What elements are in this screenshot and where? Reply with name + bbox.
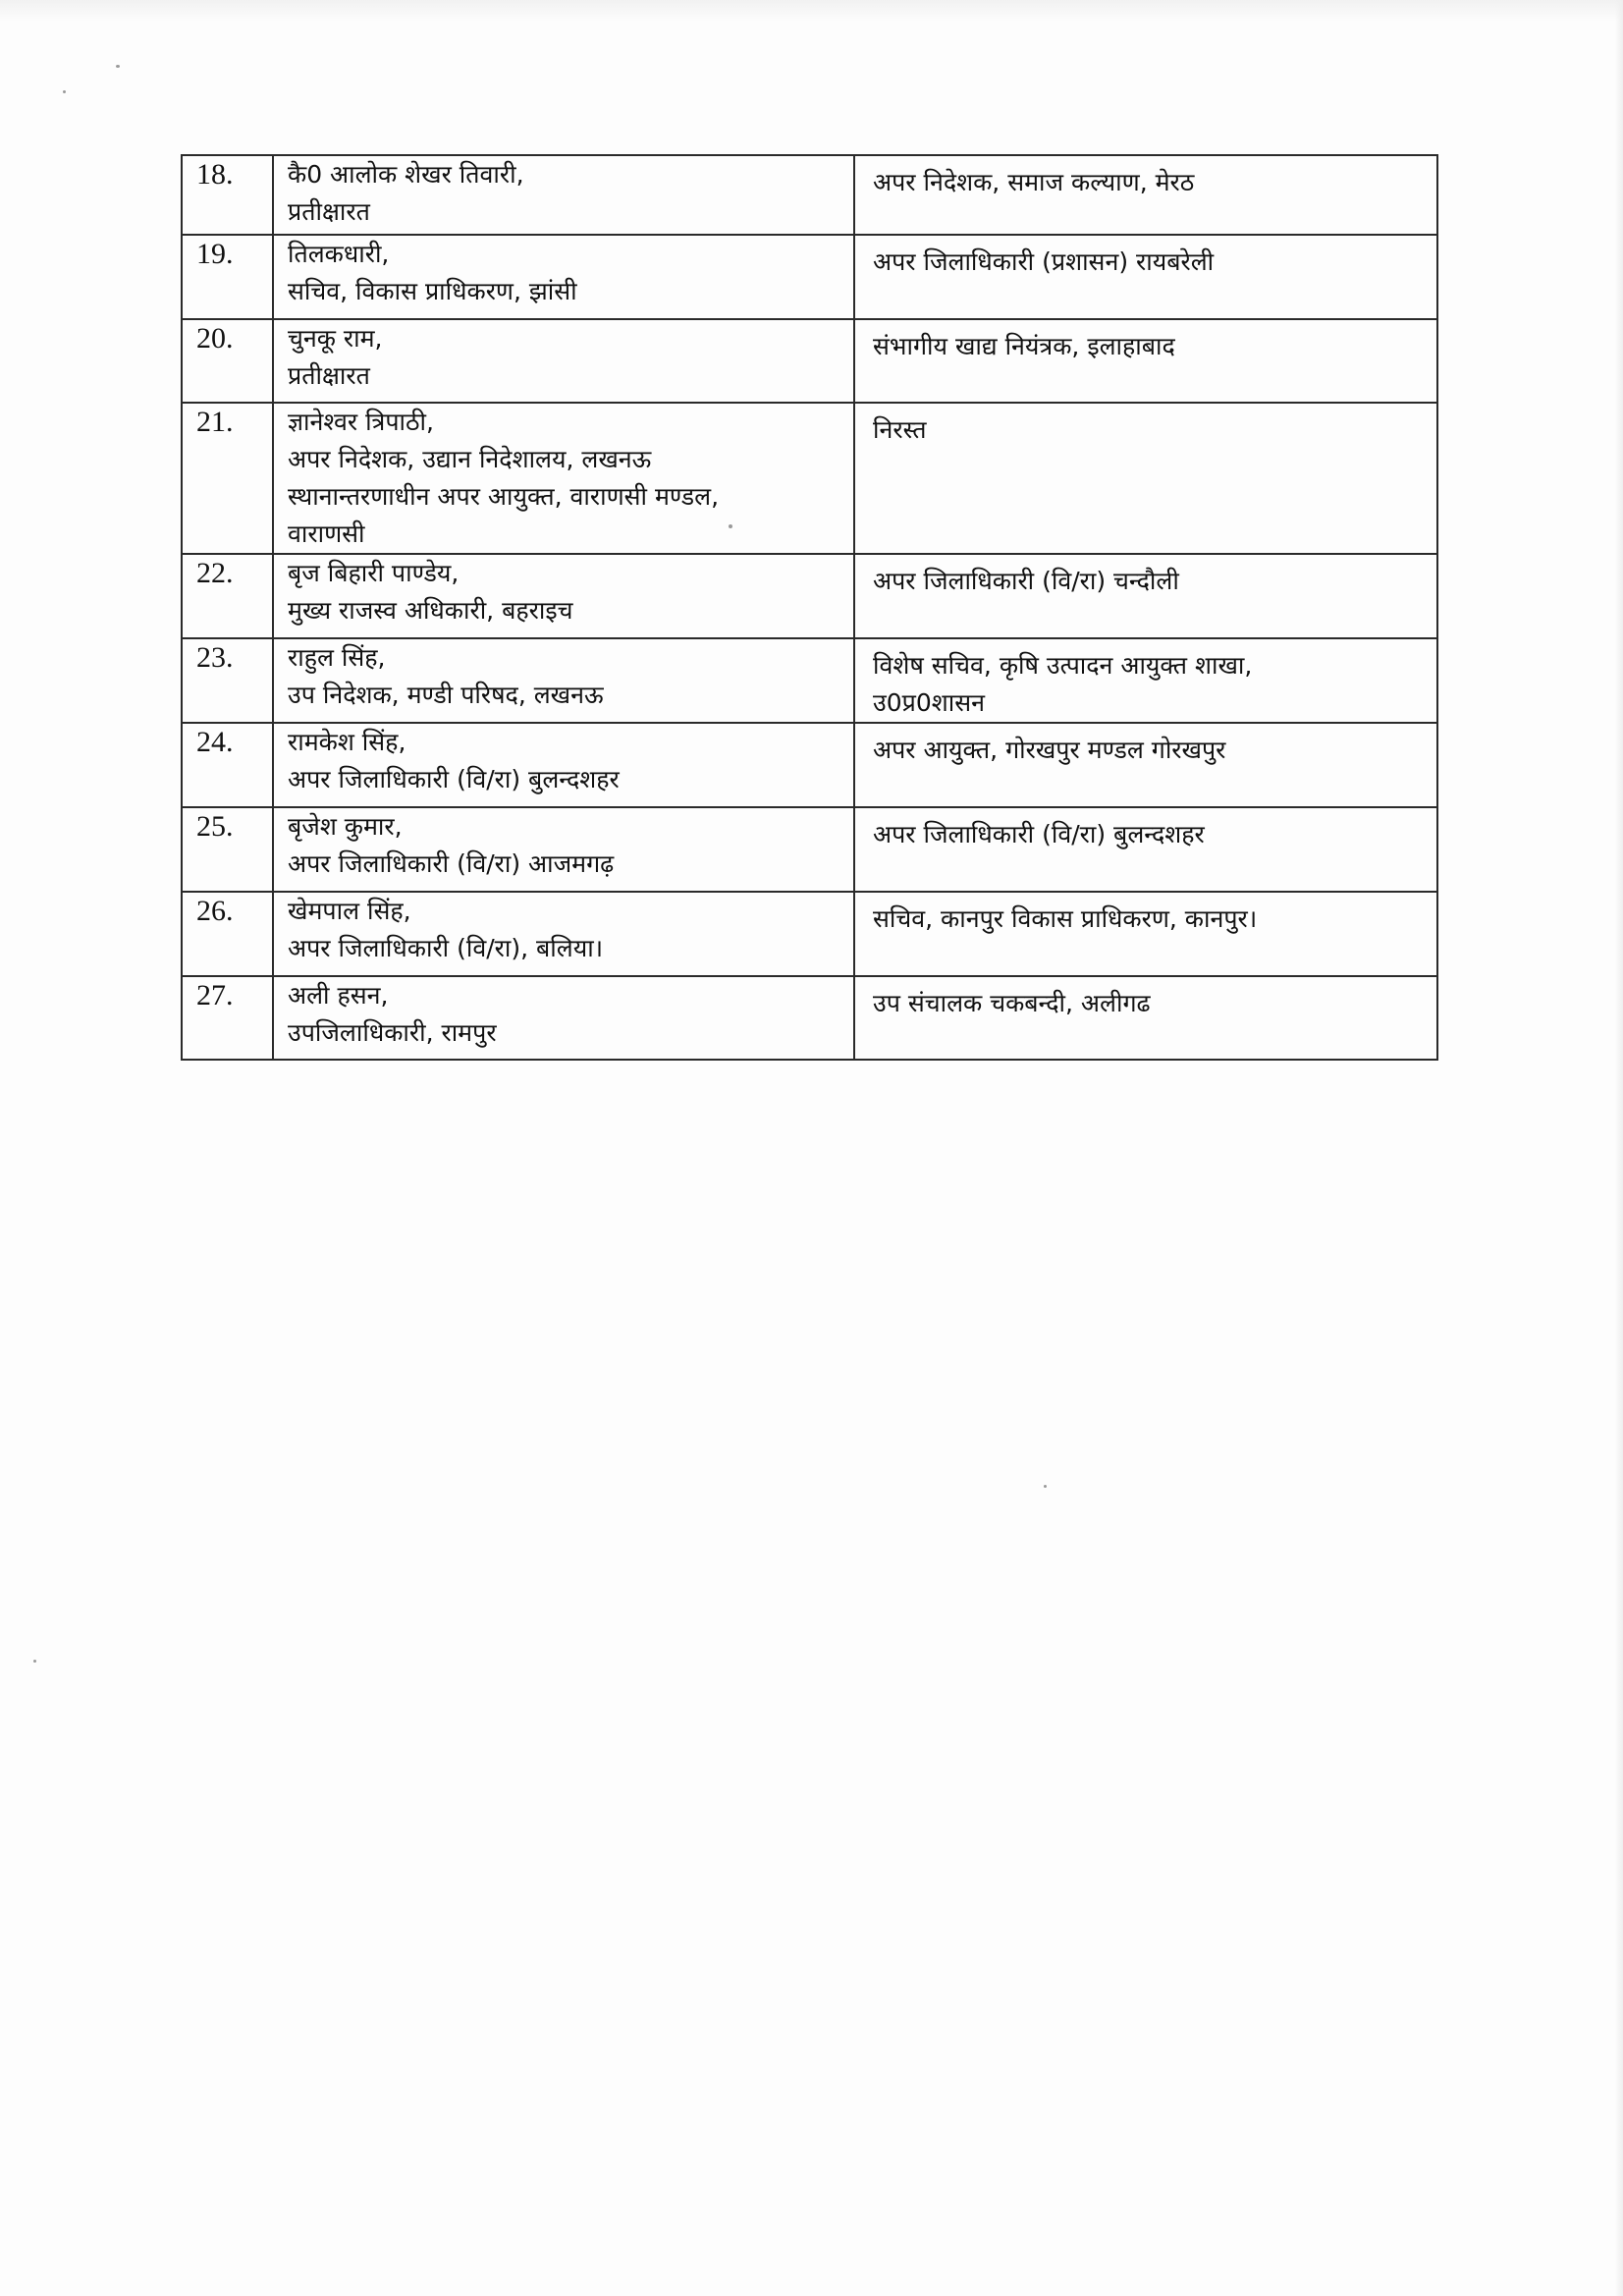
new-posting: [854, 403, 1437, 554]
posting-line: अपर जिलाधिकारी (प्रशासन) रायबरेली: [873, 247, 1215, 276]
officer-line: अपर जिलाधिकारी (वि/रा), बलिया।: [288, 934, 604, 962]
table-row: [182, 807, 1437, 892]
serial-number: 26.: [182, 892, 273, 976]
posting-line: संभागीय खाद्य नियंत्रक, इलाहाबाद: [873, 332, 1175, 360]
posting-line: निरस्त: [873, 415, 927, 444]
new-posting: [854, 319, 1437, 403]
new-posting: [854, 723, 1437, 807]
officer-line: उप निदेशक, मण्डी परिषद, लखनऊ: [288, 681, 604, 709]
table-row: [182, 403, 1437, 554]
officer-current-post: [273, 403, 854, 554]
scan-speck: [1044, 1485, 1047, 1488]
serial-number: 18.: [182, 155, 273, 235]
new-posting: [854, 554, 1437, 638]
serial-number: 20.: [182, 319, 273, 403]
new-posting: [854, 638, 1437, 723]
posting-line: उ0प्र0शासन: [873, 688, 985, 717]
scan-shadow-top: [0, 0, 1623, 22]
officer-line: प्रतीक्षारत: [288, 197, 370, 226]
table-row: [182, 892, 1437, 976]
officer-line: तिलकधारी,: [288, 240, 390, 268]
posting-line: उप संचालक चकबन्दी, अलीगढ: [873, 989, 1151, 1017]
posting-line: अपर आयुक्त, गोरखपुर मण्डल गोरखपुर: [873, 736, 1226, 764]
posting-line: अपर जिलाधिकारी (वि/रा) बुलन्दशहर: [873, 820, 1205, 848]
serial-number: 23.: [182, 638, 273, 723]
officer-line: प्रतीक्षारत: [288, 361, 370, 390]
officer-current-post: [273, 976, 854, 1060]
officer-line: बृज बिहारी पाण्डेय,: [288, 559, 460, 587]
officer-line: स्थानान्तरणाधीन अपर आयुक्त, वाराणसी मण्डल,: [288, 482, 720, 511]
table-row: [182, 155, 1437, 235]
officer-current-post: [273, 155, 854, 235]
serial-number: 22.: [182, 554, 273, 638]
scan-speck: [116, 65, 120, 68]
table-row: [182, 723, 1437, 807]
table-row: [182, 554, 1437, 638]
officer-line: रामकेश सिंह,: [288, 728, 406, 756]
posting-line: अपर जिलाधिकारी (वि/रा) चन्दौली: [873, 567, 1179, 595]
table-row: [182, 638, 1437, 723]
transfer-list-table: [181, 154, 1438, 1061]
officer-current-post: [273, 723, 854, 807]
posting-line: सचिव, कानपुर विकास प्राधिकरण, कानपुर।: [873, 904, 1258, 933]
serial-number: 27.: [182, 976, 273, 1060]
posting-line: विशेष सचिव, कृषि उत्पादन आयुक्त शाखा,: [873, 651, 1253, 680]
officer-current-post: [273, 235, 854, 319]
officer-line: उपजिलाधिकारी, रामपुर: [288, 1018, 497, 1047]
officer-line: अपर निदेशक, उद्यान निदेशालय, लखनऊ: [288, 445, 652, 473]
posting-line: अपर निदेशक, समाज कल्याण, मेरठ: [873, 168, 1195, 196]
table-row: [182, 976, 1437, 1060]
officer-line: कै0 आलोक शेखर तिवारी,: [288, 160, 524, 189]
serial-number: 25.: [182, 807, 273, 892]
officer-line: मुख्य राजस्व अधिकारी, बहराइच: [288, 596, 573, 625]
officer-current-post: [273, 319, 854, 403]
officer-current-post: [273, 892, 854, 976]
officer-line: सचिव, विकास प्राधिकरण, झांसी: [288, 277, 577, 305]
officer-line: ज्ञानेश्वर त्रिपाठी,: [288, 408, 434, 436]
officer-line: राहुल सिंह,: [288, 643, 386, 672]
officer-line: वाराणसी: [288, 519, 365, 548]
officer-current-post: [273, 807, 854, 892]
officer-line: खेमपाल सिंह,: [288, 897, 411, 925]
scan-shadow-right: [1615, 0, 1623, 2296]
officer-line: अली हसन,: [288, 981, 389, 1010]
new-posting: [854, 235, 1437, 319]
new-posting: [854, 976, 1437, 1060]
officer-current-post: [273, 638, 854, 723]
officer-line: अपर जिलाधिकारी (वि/रा) बुलन्दशहर: [288, 765, 620, 793]
table-row: [182, 319, 1437, 403]
scan-speck: [33, 1660, 36, 1663]
serial-number: 19.: [182, 235, 273, 319]
officer-line: अपर जिलाधिकारी (वि/रा) आजमगढ़: [288, 849, 615, 878]
serial-number: 21.: [182, 403, 273, 554]
new-posting: [854, 892, 1437, 976]
officer-current-post: [273, 554, 854, 638]
new-posting: [854, 155, 1437, 235]
table-body: [182, 155, 1437, 1060]
officer-line: बृजेश कुमार,: [288, 812, 403, 841]
officer-line: चुनकू राम,: [288, 324, 383, 353]
scan-speck: [63, 90, 66, 93]
serial-number: 24.: [182, 723, 273, 807]
table-row: [182, 235, 1437, 319]
new-posting: [854, 807, 1437, 892]
